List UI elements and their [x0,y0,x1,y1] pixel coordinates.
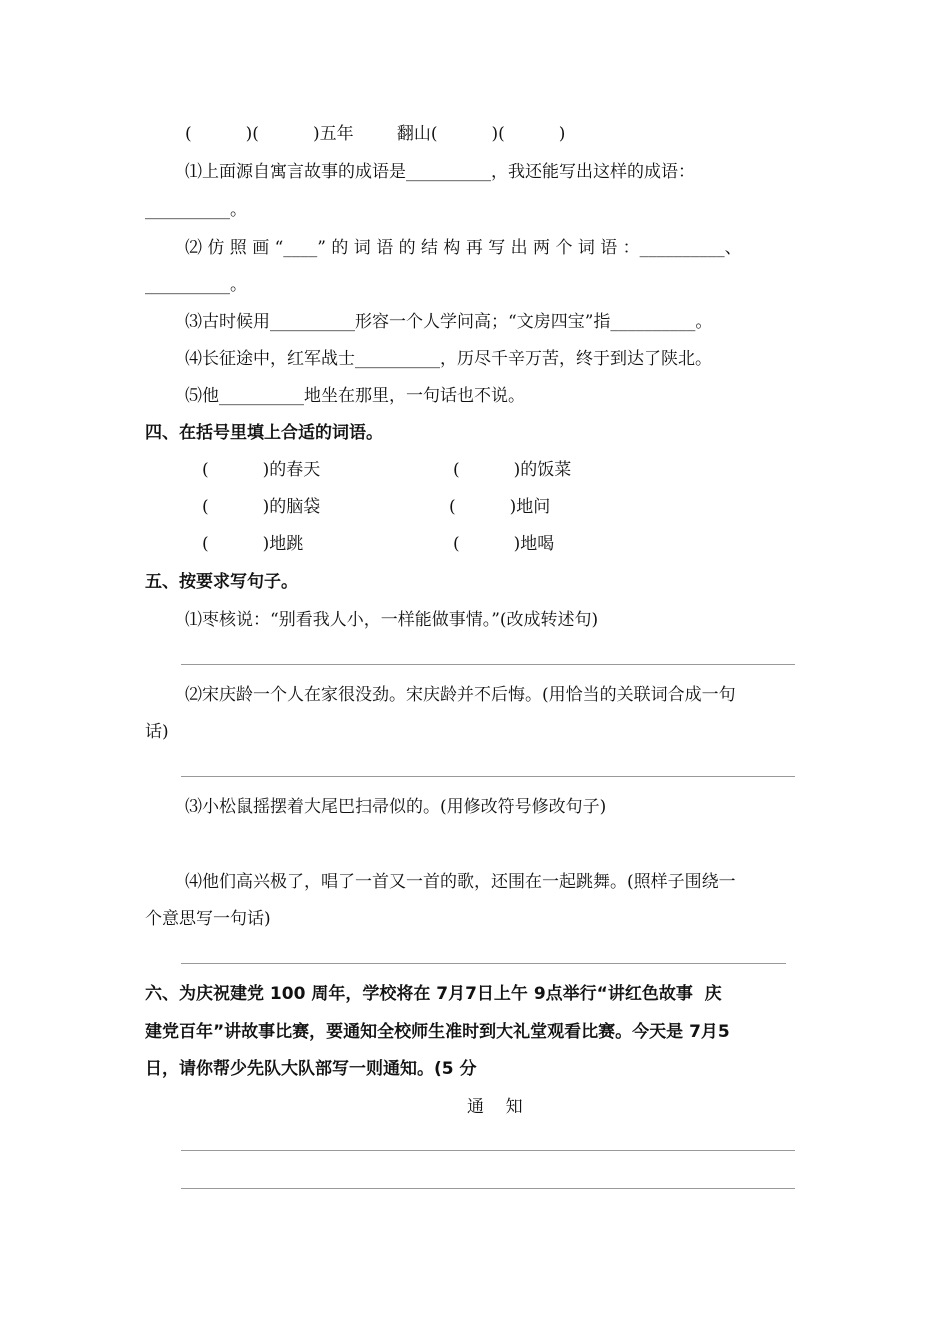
sec3-top-row: ( )( )五年 翻山( )( ) [185,124,566,144]
sec4-blank-3: ( )的脑袋 [202,497,321,517]
sec5-q2-line1: ⑵宋庆龄一个人在家很没劲。宋庆龄并不后悔。(用恰当的关联词合成一句 [185,685,736,705]
sec5-q2-line2: 话) [145,722,169,742]
sec3-q2-line2: __________。 [145,275,247,295]
sec4-title: 四、在括号里填上合适的词语。 [145,423,383,443]
sec4-blank-2: ( )的饭菜 [453,460,572,480]
notice-answer-line-1 [181,1150,795,1151]
notice-answer-line-2 [181,1188,795,1189]
sec4-blank-5: ( )地跳 [202,534,304,554]
sec6-line3: 日，请你帮少先队大队部写一则通知。(5 分 [145,1059,477,1079]
sec3-q2-line1: ⑵ 仿 照 画 “____” 的 词 语 的 结 构 再 写 出 两 个 词 语 ：__________、 [185,238,742,258]
sec6-line1: 六、为庆祝建党 100 周年，学校将在 7月7日上午 9点举行“讲红色故事 庆 [145,984,722,1004]
sec4-blank-6: ( )地喝 [453,534,555,554]
sec5-q1-answer-line [181,664,795,665]
sec5-q4-line2: 个意思写一句话) [145,909,271,929]
sec3-q1-line2: __________。 [145,200,247,220]
sec5-q2-answer-line [181,776,795,777]
sec4-blank-1: ( )的春天 [202,460,321,480]
sec3-q3: ⑶古时候用__________形容一个人学问高；“文房四宝”指__________。 [185,312,713,332]
sec4-blank-4: ( )地问 [449,497,551,517]
sec5-q4-line1: ⑷他们高兴极了，唱了一首又一首的歌，还围在一起跳舞。(照样子围绕一 [185,872,736,892]
sec5-q4-answer-line [181,963,786,964]
sec5-q1: ⑴枣核说：“别看我人小，一样能做事情。”(改成转述句) [185,610,599,630]
notice-title: 通 知 [467,1097,523,1117]
sec6-line2: 建党百年”讲故事比赛，要通知全校师生准时到大礼堂观看比赛。今天是 7月5 [145,1022,730,1042]
sec3-q4: ⑷长征途中，红军战士__________，历尽千辛万苦，终于到达了陕北。 [185,349,712,369]
sec3-q1-line1: ⑴上面源自寓言故事的成语是__________，我还能写出这样的成语： [185,162,695,182]
sec5-title: 五、按要求写句子。 [145,572,298,592]
sec3-q5: ⑸他__________地坐在那里，一句话也不说。 [185,386,525,406]
sec5-q3: ⑶小松鼠摇摆着大尾巴扫帚似的。(用修改符号修改句子) [185,797,607,817]
